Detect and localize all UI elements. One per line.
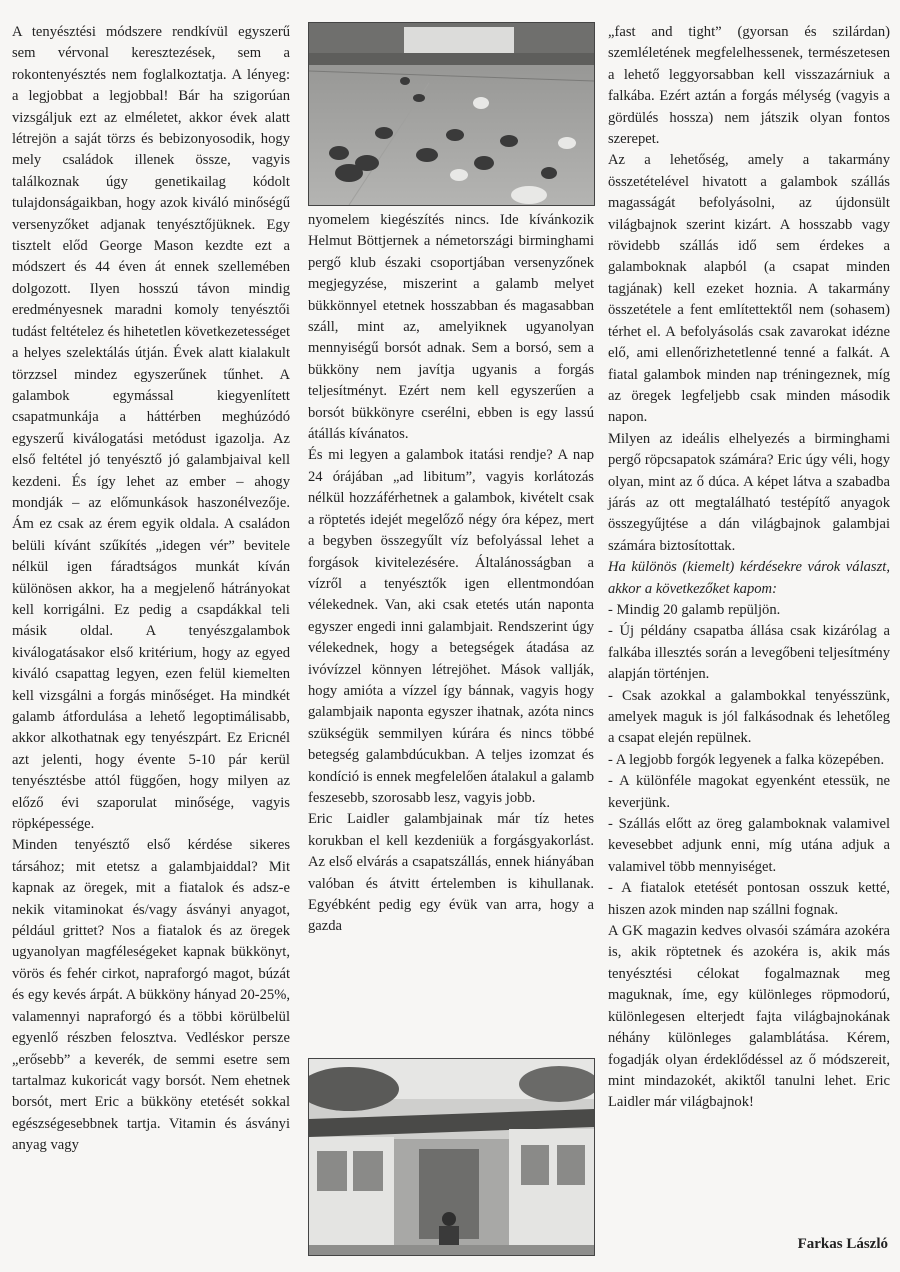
- list-item: - A legjobb forgók legyenek a falka közepében.: [608, 751, 885, 768]
- paragraph-feeding-question: Minden tenyésztő első kérdése sikeres társához; mit etetsz a galambjaiddal? Mit kapnak az öregek, mit a fiatalok és adsz-e nekik vitaminokat és/vagy ásványi anyagot, például grittet? Nos a fiatalok és az öregek ugyanolyan magféleségeket kapnak bükkönyt, vörös és fehér cirkot, napraforgó magot, búzát és egy kevés árpát. A bükköny hányad 20-25%, valamennyi napraforgó és a többi körülbelül egyenlő részben felosztva. Vedléskor persze „erősebb” a keverék, de semmi esetre sem tartalmaz kukoricát vagy borsót. Nem ehetnek borsót, mert Eric a bükköny etetését sokkal egészségesebbnek tartja. Vitamin és ásványi anyag vagy: [12, 837, 290, 1154]
- paragraph-supplements: nyomelem kiegészítés nincs. Ide kívánkozik Helmut Böttjernek a németországi birminghami pergő klub északi csoportjában versenyzőnek megjegyzése, miszerint a galamb melyet bükkönnyel etetnek hosszabban és magasabban száll, mint az, amelyiknek ugyanolyan mennyiségű borsót adnak. Sem a borsó, sem a bükköny nem javítja ugyanis a forgás teljesítményt. Ezért nem kell egyszerűen a borsót bükkönyre cserélni, ebben is egy lassú átállás kívánatos.: [308, 212, 594, 443]
- list-item: - A fiatalok etetését pontosan osszuk ketté, hiszen azok minden nap szállni fognak.: [608, 880, 890, 918]
- paragraph-closing: A GK magazin kedves olvasói számára azokéra is, akik röptetnek és azokéra is, akik más tenyésztési célokat fogalmaznak meg maguknak, íme, egy különleges röpmodorú, különlegesen elterjedt fajta világbajnokának néhány különleges galamblátása. Kérem, fogadják olyan érdeklődéssel az ő módszereit, mint mindazokét, akiktől tanulni lehet. Eric Laidler már világbajnok!: [608, 923, 890, 1111]
- list-item: - Csak azokkal a galambokkal tenyésszünk, amelyek maguk is jól falkásodnak és lehetőleg a csapat elején repülnek.: [608, 687, 890, 747]
- pigeon-loft-image: [309, 1059, 594, 1255]
- list-item: - A különféle magokat egyenként etessük, ne keverjünk.: [608, 773, 890, 811]
- author-signature: Farkas László: [797, 1236, 888, 1252]
- paragraph-breeding-method: A tenyésztési módszere rendkívül egyszerű sem vérvonal keresztezések, sem a rokontenyésztés nem foglalkoztatja. A lényeg: a legjobbat a legjobbal! Bár ha szigorúan vizsgáljuk ezt az elméletet, akkor évek alatt létrejön a saját törzs és bebizonyosodik, hogy mely családok illenek össze, vagyis találkoznak úgy genetikailag kódolt tulajdonságaikban, hogy azok kiváló minőségű versenyzőket adjanak tenyésztőjüknek. Egy tisztelt előd George Mason kezdte ezt a módszert és 44 éven át ennek szellemében dolgozott. Ilyen hosszú távon mindig eredményesnek maradni komoly tenyésztői tudást feltételez és hihetetlen következetességet a helyes szelektálás útján. Évek alatt kialakult törzzsel mindez egyszerűnek tűnhet. A galambok egymással kiegyenlített csapatmunkája a háttérben meghúzódó egyszerű kiválogatási metódust igazolja. Az első feltétel jó tenyésztő jó galambjaival kell kezdeni. És így lehet az ember – ahogy mondják – az előmunkások haszonélvezője. Ám ez csak az érem egyik oldala. A családon belüli kívánt szűkítés „idegen vér” bevitele nélkül igen fáradtságos munkát kíván különösen akkor, ha a megjelenő hátrányokat kell korrigálni. Ez pedig a csapdákkal teli másik oldal. A tenyészgalambok kiválogatásakor első kritérium, hogy az egyed kiváló csapattag legyen, ezen felül kiemelten kell vizsgálni a forgás minőséget. Ha mindkét galamb átfordulása a lehető legoptimálisabb, akkor alkothatnak egy tenyészpárt. Ez Ericnél azt jelenti, hogy évente 5-10 pár kerül tenyésztésbe attól függően, hogy milyen az előző évi szaporulat minősége, vagyis röpképessége.: [12, 24, 290, 833]
- paragraph-feed-influence: Az a lehetőség, amely a takarmány összetételével hivatott a galambok szállás magasságát befolyásolni, az újdonsült világbajnok szerint kizárt. A hosszabb vagy rövidebb szállás idő sem érdekes a galamboknak alapból (a csapat minden tagjának) kell ezeket hoznia. A takarmány összetétele a fent említettektől nem (sohasem) térhet el. A befolyásolás csak zavarokat idézne elő, ami ellenőrizhetetlenné tenné a falkát. A fiatal galambok minden nap tréningeznek, míg az öregek legfeljebb csak minden második napon.: [608, 152, 890, 426]
- paragraph-special-questions: Ha különös (kiemelt) kérdésekre várok választ, akkor a következőket kapom:: [608, 559, 890, 597]
- list-item: - Mindig 20 galamb repüljön.: [608, 601, 781, 618]
- paragraph-training: Eric Laidler galambjainak már tíz hetes korukban el kell kezdeniük a forgásgyakorlást. Az első elvárás a csapatszállás, ennek hiányában valóban és átvitt értelemben is kihullanak. Egyébként pedig egy évük van arra, hogy a gazda: [308, 811, 594, 935]
- photo-pigeon-loft: [308, 1058, 595, 1256]
- paragraph-fast-and-tight: „fast and tight” (gyorsan és szilárdan) szemléletének megfelelhessenek, természetesen a lehető leggyorsabban kell visszazárniuk a falkába. Ezért aztán a forgás mélység (vagyis a gördülés hossza) nem játszik olyan fontos szerepet.: [608, 24, 890, 148]
- pigeons-courtyard-image: [309, 23, 594, 205]
- list-item: - Új példány csapatba állása csak kizárólag a falkába illesztés során a levegőbeni teljesítmény alapján történjen.: [608, 623, 890, 683]
- article-column-3: [608, 22, 890, 1114]
- paragraph-ideal-housing: Milyen az ideális elhelyezés a birminghami pergő röpcsapatok számára? Eric úgy véli, hogy olyan, mint az ő dúca. A képet látva a szabadba járás az ott megtalálható testépítő anyagok összegyűjtése a dán világbajnok galambjai számára biztosítottak.: [608, 430, 890, 554]
- list-item: - Szállás előtt az öreg galamboknak valamivel kevesebbet adjunk enni, míg utána adjuk a valamivel több mennyiséget.: [608, 816, 890, 875]
- photo-pigeons-courtyard: [308, 22, 595, 206]
- article-column-1: [12, 22, 290, 1157]
- column-2-text: [308, 210, 594, 938]
- paragraph-watering: És mi legyen a galambok itatási rendje? A nap 24 órájában „ad libitum”, vagyis korlátozás nélkül hozzáférhetnek a galambok, kivételt csak a röptetés idejét megelőző négy óra képez, mert a begyben összegyűlt víz befolyással lehet a forgások kivitelezésére. Általánosságban a vízről a tenyésztők igen ellentmondóan vélekednek. Van, aki csak etetés után naponta egyszer engedi inni galambjait. Rendszerint úgy vélekednek, hogy a betegségek átadása az ivóvízzel könnyen létrejöhet. Mások vallják, hogy amióta a vízzel így bánnak, vagyis hogy galambjaik naponta egyszer ihatnak, azóta nincs szükségük semmilyen kúrára és nincs többé betegség galambdúcukban. A teljes izomzat és kondíció is ennek megfelelően átalakul a galamb feszesebb, szorosabb lesz, vagyis jobb.: [308, 447, 594, 806]
